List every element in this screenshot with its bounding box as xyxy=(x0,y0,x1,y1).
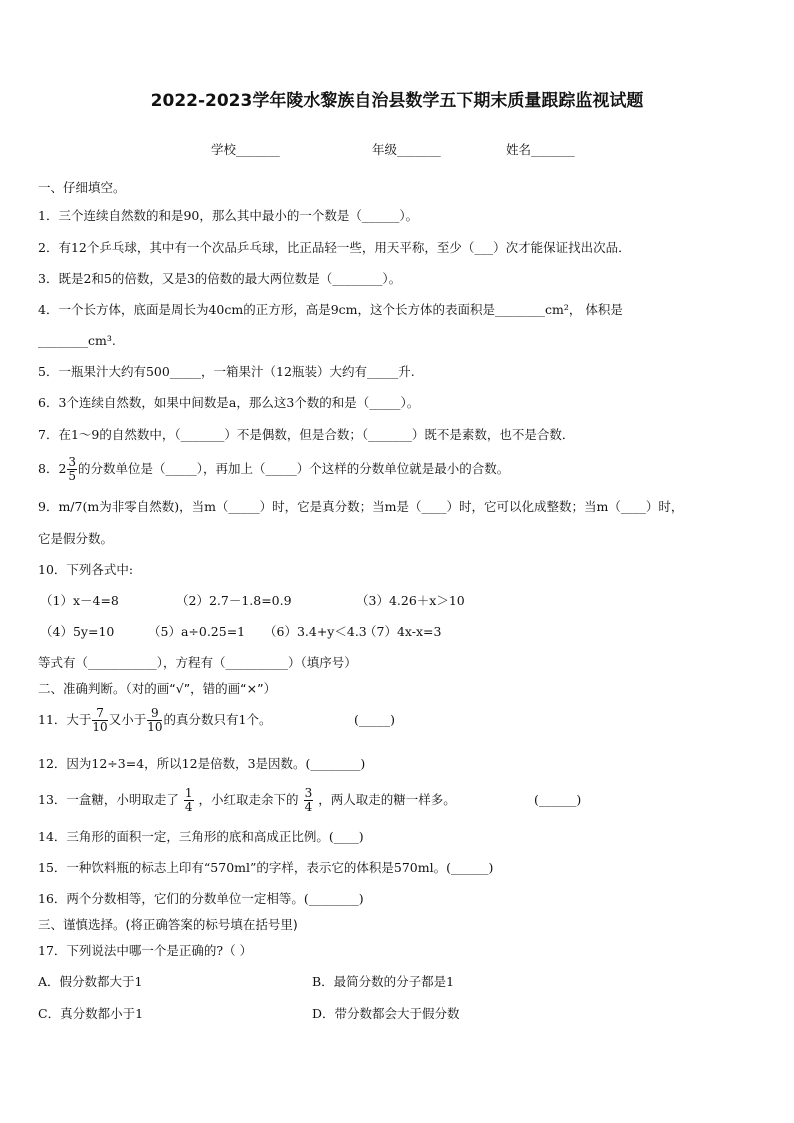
q10-answer: 等式有（___________），方程有（__________）（填序号） xyxy=(38,655,357,670)
question-11 xyxy=(38,706,271,734)
question-9: 9．m/7(m为非零自然数)，当m（_____）时，它是真分数；当m是（____）时，它可以化成整数；当m（____）时， xyxy=(38,499,684,514)
question-10: 10．下列各式中: xyxy=(38,562,134,577)
q13-denominator-1: 4 xyxy=(184,800,193,814)
section-1-heading: 一、仔细填空。 xyxy=(38,180,126,195)
question-9-cont: 它是假分数。 xyxy=(38,531,114,546)
fraction-7-10 xyxy=(92,707,107,734)
q11-suffix: 的真分数只有1个。 xyxy=(163,712,272,727)
fraction-9-10 xyxy=(147,707,162,734)
section-2-heading: 二、准确判断。（对的画“√”，错的画“×”） xyxy=(38,681,277,696)
q8-suffix: 的分数单位是（_____），再加上（_____）个这样的分数单位就是最小的合数。 xyxy=(78,461,510,476)
q11-numerator-2: 9 xyxy=(147,707,162,721)
question-12: 12．因为12÷3=4，所以12是倍数，3是因数。(________) xyxy=(38,756,366,771)
q10-item-7: （7）4x-x=3 xyxy=(364,624,442,639)
question-14: 14．三角形的面积一定，三角形的底和高成正比例。(____) xyxy=(38,829,364,844)
section-3-heading: 三、谨慎选择。(将正确答案的标号填在括号里) xyxy=(38,917,298,932)
question-1: 1．三个连续自然数的和是90，那么其中最小的一个数是（______）。 xyxy=(38,208,419,223)
school-field: 学校_______ xyxy=(211,142,280,157)
q13-numerator-1: 1 xyxy=(184,786,193,800)
q8-denominator: 5 xyxy=(68,469,77,483)
q11-prefix: 11．大于 xyxy=(38,712,92,727)
q13-suffix: ，两人取走的糖一样多。 xyxy=(318,792,456,807)
grade-field: 年级_______ xyxy=(372,142,441,157)
q13-numerator-2: 3 xyxy=(304,786,313,800)
q10-item-3: （3）4.26＋x＞10 xyxy=(356,593,465,608)
question-13 xyxy=(38,786,456,814)
q13-prefix: 13．一盒糖，小明取走了 xyxy=(38,792,179,807)
q10-item-6: （6）3.4+y＜4.3 xyxy=(264,624,367,639)
question-6: 6．3个连续自然数，如果中间数是a，那么这3个数的和是（_____）。 xyxy=(38,395,420,410)
question-4-cont: ________cm³. xyxy=(38,333,116,348)
q11-denominator-2: 10 xyxy=(147,720,163,734)
question-8 xyxy=(38,456,509,483)
q11-blank: (_____) xyxy=(354,712,396,727)
page-title: 2022-2023学年陵水黎族自治县数学五下期末质量跟踪监视试题 xyxy=(150,91,644,111)
q8-numerator: 3 xyxy=(68,455,77,469)
question-15: 15．一种饮料瓶的标志上印有“570ml”的字样，表示它的体积是570ml。(______) xyxy=(38,860,494,875)
question-4: 4．一个长方体，底面是周长为40cm的正方形，高是9cm，这个长方体的表面积是________cm²， 体积是 xyxy=(38,302,623,317)
q13-middle: ，小红取走余下的 xyxy=(198,792,299,807)
q11-middle: 又小于 xyxy=(108,712,147,727)
q10-item-1: （1）x－4=8 xyxy=(40,593,119,608)
question-3: 3．既是2和5的倍数，又是3的倍数的最大两位数是（________）。 xyxy=(38,271,402,286)
fraction-3-4 xyxy=(304,787,314,814)
q10-item-4: （4）5y=10 xyxy=(40,624,115,639)
question-17: 17．下列说法中哪一个是正确的?（ ） xyxy=(38,943,253,958)
question-7: 7．在1～9的自然数中，（_______）不是偶数，但是合数；（_______）既不是素数，也不是合数． xyxy=(38,427,575,442)
q10-item-5: （5）a÷0.25=1 xyxy=(148,624,246,639)
q17-option-b: B．最简分数的分子都是1 xyxy=(312,974,455,989)
q10-item-2: （2）2.7－1.8=0.9 xyxy=(176,593,292,608)
question-5: 5．一瓶果汁大约有500_____，一箱果汁（12瓶装）大约有_____升. xyxy=(38,364,415,379)
q13-blank: (______) xyxy=(534,792,582,807)
q17-option-a: A．假分数都大于1 xyxy=(38,974,143,989)
q13-denominator-2: 4 xyxy=(304,800,313,814)
q17-option-c: C．真分数都小于1 xyxy=(38,1006,144,1021)
q11-numerator-1: 7 xyxy=(92,707,107,721)
name-field: 姓名_______ xyxy=(506,142,575,157)
fraction-1-4 xyxy=(184,787,194,814)
question-2: 2．有12个乒乓球，其中有一个次品乒乓球，比正品轻一些，用天平称，至少（___）次才能保证找出次品． xyxy=(38,240,631,255)
q17-option-d: D．带分数都会大于假分数 xyxy=(312,1006,460,1021)
q8-prefix: 8．2 xyxy=(38,461,67,476)
question-16: 16．两个分数相等，它们的分数单位一定相等。(________) xyxy=(38,891,364,906)
fraction-3-5 xyxy=(67,456,77,483)
q11-denominator-1: 10 xyxy=(92,720,108,734)
